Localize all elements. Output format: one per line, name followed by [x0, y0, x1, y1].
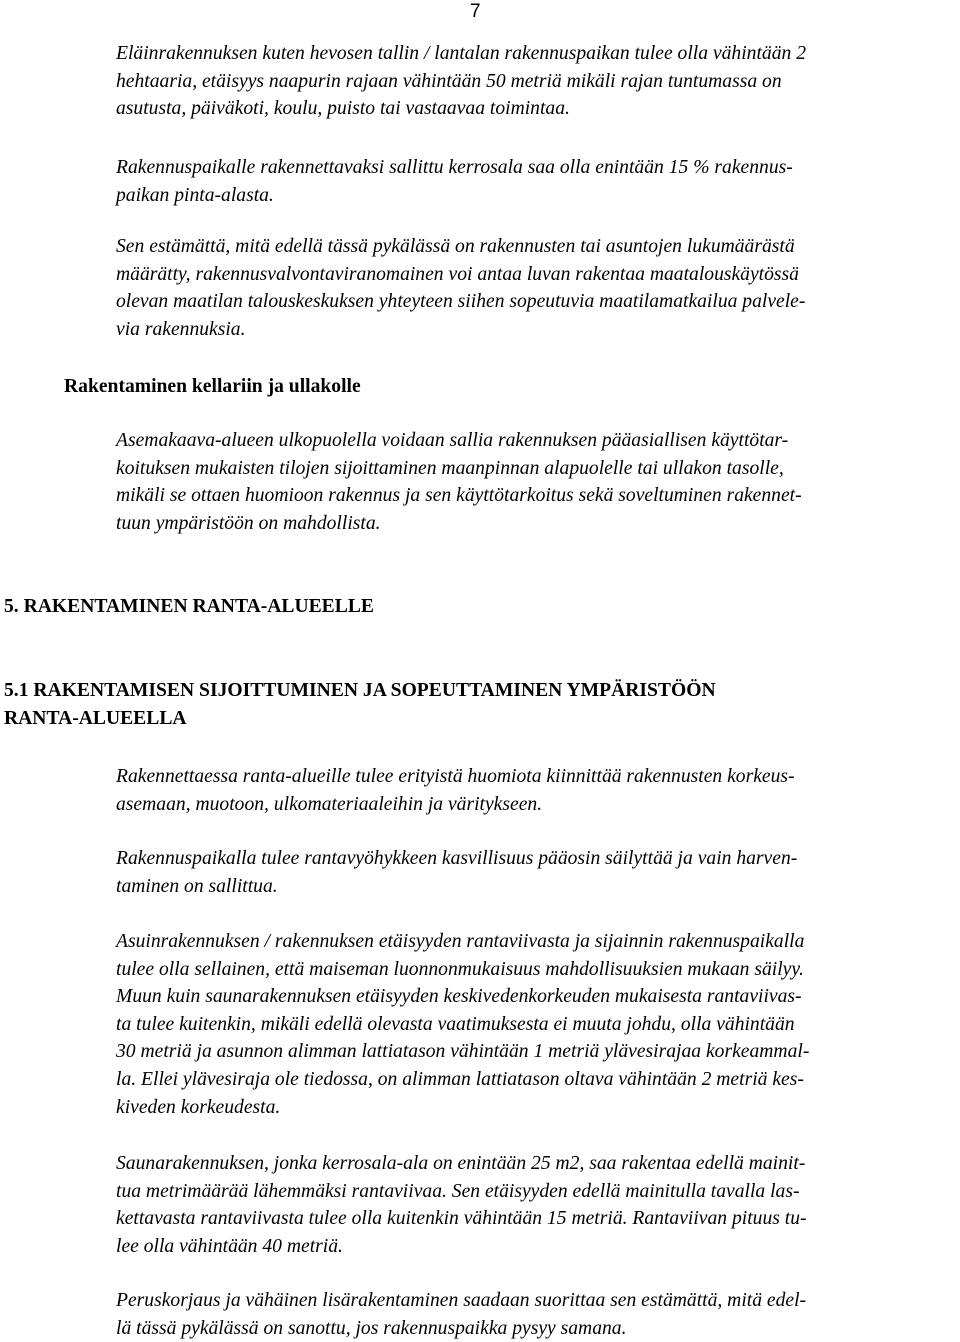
paragraph-basement-attic: [116, 427, 958, 537]
text-line: tua metrimäärää lähemmäksi rantaviivaa. Sen etäisyyden edellä mainitulla tavalla las-: [116, 1180, 800, 1202]
text-line: Peruskorjaus ja vähäinen lisärakentaminen saadaan suorittaa sen estämättä, mitä edel-: [116, 1290, 807, 1311]
heading-line: RANTA-ALUEELLA: [4, 708, 187, 729]
heading-line: 5. RAKENTAMINEN RANTA-ALUEELLE: [4, 596, 374, 617]
paragraph-shore-appearance: [116, 763, 958, 818]
text-line: asutusta, päiväkoti, koulu, puisto tai vastaavaa toimintaa.: [116, 98, 570, 120]
paragraph-sauna: [116, 1150, 958, 1260]
text-line: Eläinrakennuksen kuten hevosen tallin / lantalan rakennuspaikan tulee olla vähintään 2: [116, 43, 807, 64]
paragraph-shore-vegetation: [116, 845, 958, 900]
text-line: mikäli se ottaen huomioon rakennus ja sen käyttötarkoitus sekä soveltuminen rakennet-: [116, 485, 802, 507]
text-line: via rakennuksia.: [116, 318, 246, 340]
heading-section-5-1: [4, 677, 716, 733]
paragraph-residential-distance: [116, 928, 958, 1121]
paragraph-renovation: [116, 1287, 958, 1342]
text-line: Asemakaava-alueen ulkopuolella voidaan sallia rakennuksen pääasiallisen käyttötar-: [116, 430, 789, 451]
paragraph-farm-tourism: [116, 233, 958, 343]
heading-basement-attic: [64, 373, 361, 401]
text-line: lee olla vähintään 40 metriä.: [116, 1235, 343, 1257]
text-line: 30 metriä ja asunnon alimman lattiatason vähintään 1 metriä ylävesirajaa korkeammal-: [116, 1041, 810, 1063]
text-line: olevan maatilan talouskeskuksen yhteyteen siihen sopeutuvia maatilamatkailua palvele-: [116, 291, 806, 313]
text-line: määrätty, rakennusvalvontaviranomainen voi antaa luvan rakentaa maatalouskäytössä: [116, 263, 799, 285]
text-line: taminen on sallittua.: [116, 875, 278, 897]
text-line: tuun ympäristöön on mahdollista.: [116, 512, 381, 534]
heading-line: 5.1 RAKENTAMISEN SIJOITTUMINEN JA SOPEUTTAMINEN YMPÄRISTÖÖN: [4, 680, 716, 701]
text-line: Asuinrakennuksen / rakennuksen etäisyyden rantaviivasta ja sijainnin rakennuspaikalla: [116, 931, 805, 952]
text-line: tulee olla sellainen, että maiseman luonnonmukaisuus mahdollisuuksien mukaan säilyy.: [116, 958, 804, 980]
text-line: Rakennuspaikalle rakennettavaksi sallittu kerrosala saa olla enintään 15 % rakennus-: [116, 157, 793, 178]
paragraph-floor-area: [116, 154, 958, 209]
text-line: hehtaaria, etäisyys naapurin rajaan vähintään 50 metriä mikäli rajan tuntumassa on: [116, 70, 782, 92]
text-line: Saunarakennuksen, jonka kerrosala-ala on enintään 25 m2, saa rakentaa edellä mainit-: [116, 1153, 806, 1174]
text-line: Rakennettaessa ranta-alueille tulee erityistä huomiota kiinnittää rakennusten korkeus-: [116, 766, 795, 787]
text-line: la. Ellei ylävesiraja ole tiedossa, on alimman lattiatason oltava vähintään 2 metriä kes-: [116, 1068, 804, 1090]
heading-line: Rakentaminen kellariin ja ullakolle: [64, 376, 361, 397]
text-line: ta tulee kuitenkin, mikäli edellä olevasta vaatimuksesta ei muuta johdu, olla vähintään: [116, 1013, 795, 1035]
page-number: 7: [470, 1, 481, 22]
paragraph-animal-buildings: [116, 40, 958, 123]
text-line: Sen estämättä, mitä edellä tässä pykälässä on rakennusten tai asuntojen lukumäärästä: [116, 236, 795, 257]
heading-section-5: [4, 593, 374, 621]
text-line: paikan pinta-alasta.: [116, 184, 274, 206]
text-line: Rakennuspaikalla tulee rantavyöhykkeen kasvillisuus pääosin säilyttää ja vain harven-: [116, 848, 798, 869]
text-line: Muun kuin saunarakennuksen etäisyyden keskivedenkorkeuden mukaisesta rantaviivas-: [116, 986, 802, 1008]
text-line: lä tässä pykälässä on sanottu, jos rakennuspaikka pysyy samana.: [116, 1317, 627, 1339]
text-line: asemaan, muotoon, ulkomateriaaleihin ja väritykseen.: [116, 793, 543, 815]
text-line: kiveden korkeudesta.: [116, 1096, 281, 1118]
text-line: kettavasta rantaviivasta tulee olla kuitenkin vähintään 15 metriä. Rantaviivan pituus tu-: [116, 1208, 807, 1230]
text-line: koituksen mukaisten tilojen sijoittaminen maanpinnan alapuolelle tai ullakon tasolle,: [116, 457, 784, 479]
